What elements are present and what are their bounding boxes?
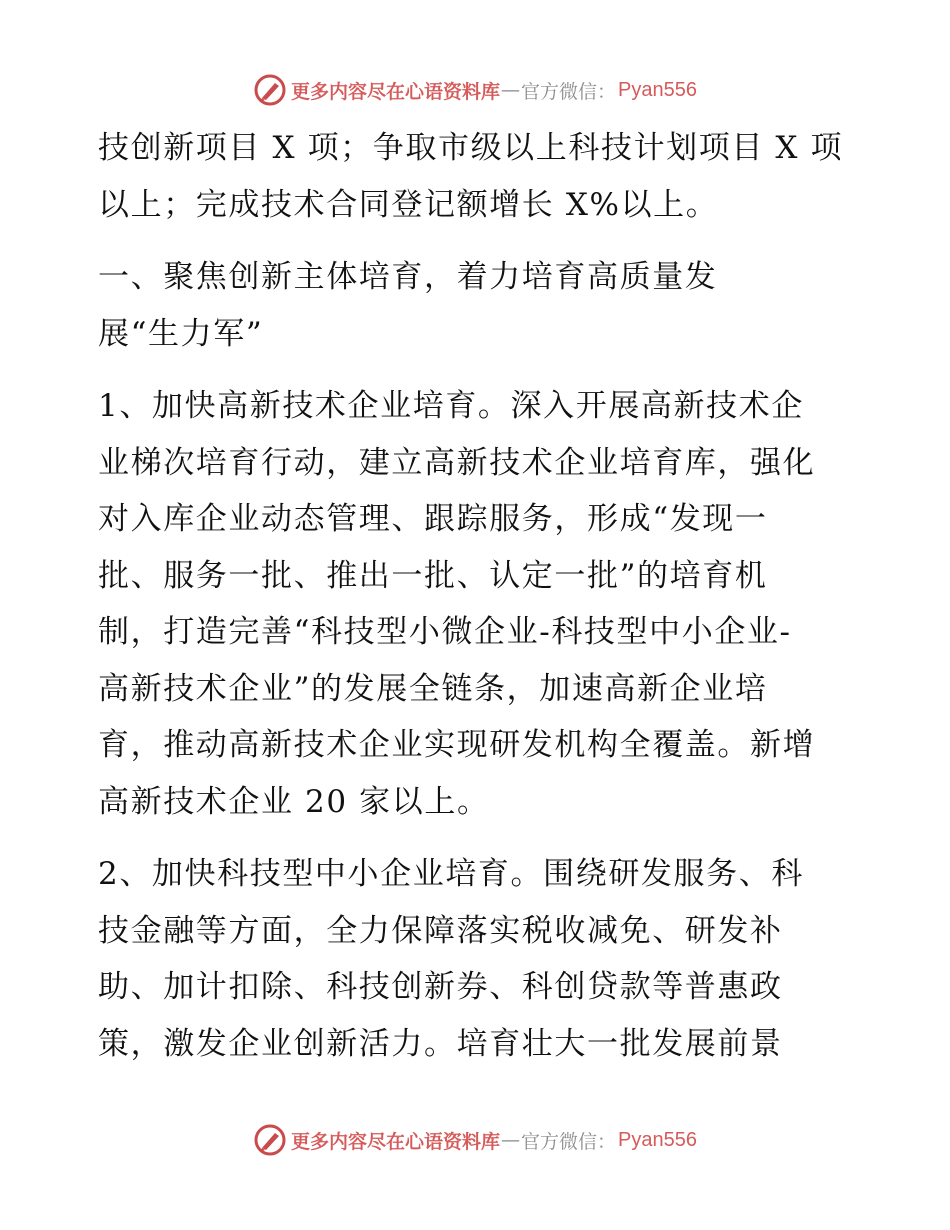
document-body [98,120,858,1072]
text-line: 技金融等方面，全力保障落实税收减免、研发补 [98,912,783,949]
paragraph-2 [98,378,858,830]
header-dash: — [501,79,521,101]
section-heading [98,249,858,362]
text-line: 批、服务一批、推出一批、认定一批”的培育机 [98,557,768,594]
text-line: 技创新项目 X 项；争取市级以上科技计划项目 X 项 [98,130,844,166]
heading-line: 一、聚焦创新主体培育，着力培育高质量发 [98,259,718,295]
footer-official-label: 官方微信： [521,1130,617,1153]
text-line: 育，推动高新技术企业实现研发机构全覆盖。新增 [98,727,816,763]
header-wechat-id: Pyan556 [618,78,697,101]
pen-logo-icon [253,73,287,107]
paragraph-1 [98,120,858,233]
text-line: 业梯次培育行动，建立高新技术企业培育库，强化 [98,444,816,481]
text-line: 2、加快科技型中小企业培育。围绕研发服务、科 [98,856,804,892]
header-brand-text: 更多内容尽在心语资料库 [291,80,501,103]
heading-line: 展“生力军” [98,315,264,352]
footer-wechat-id: Pyan556 [618,1128,697,1151]
header-banner [0,70,950,110]
text-line: 高新技术企业 20 家以上。 [98,783,490,820]
text-line: 助、加计扣除、科技创新券、科创贷款等普惠政 [98,969,783,1005]
text-line: 对入库企业动态管理、跟踪服务，形成“发现一 [98,501,768,537]
paragraph-3 [98,846,858,1072]
text-line: 制，打造完善“科技型小微企业-科技型中小企业- [98,614,792,650]
footer-dash: — [501,1129,521,1151]
header-official-label: 官方微信： [521,80,617,103]
footer-banner [0,1120,950,1160]
footer-brand-text: 更多内容尽在心语资料库 [291,1130,501,1153]
text-line: 1、加快高新技术企业培育。深入开展高新技术企 [98,388,804,424]
text-line: 策，激发企业创新活力。培育壮大一批发展前景 [98,1025,783,1062]
text-line: 以上；完成技术合同登记额增长 X%以上。 [98,186,719,223]
text-line: 高新技术企业”的发展全链条，加速高新企业培 [98,670,768,707]
pen-logo-icon [253,1123,287,1157]
